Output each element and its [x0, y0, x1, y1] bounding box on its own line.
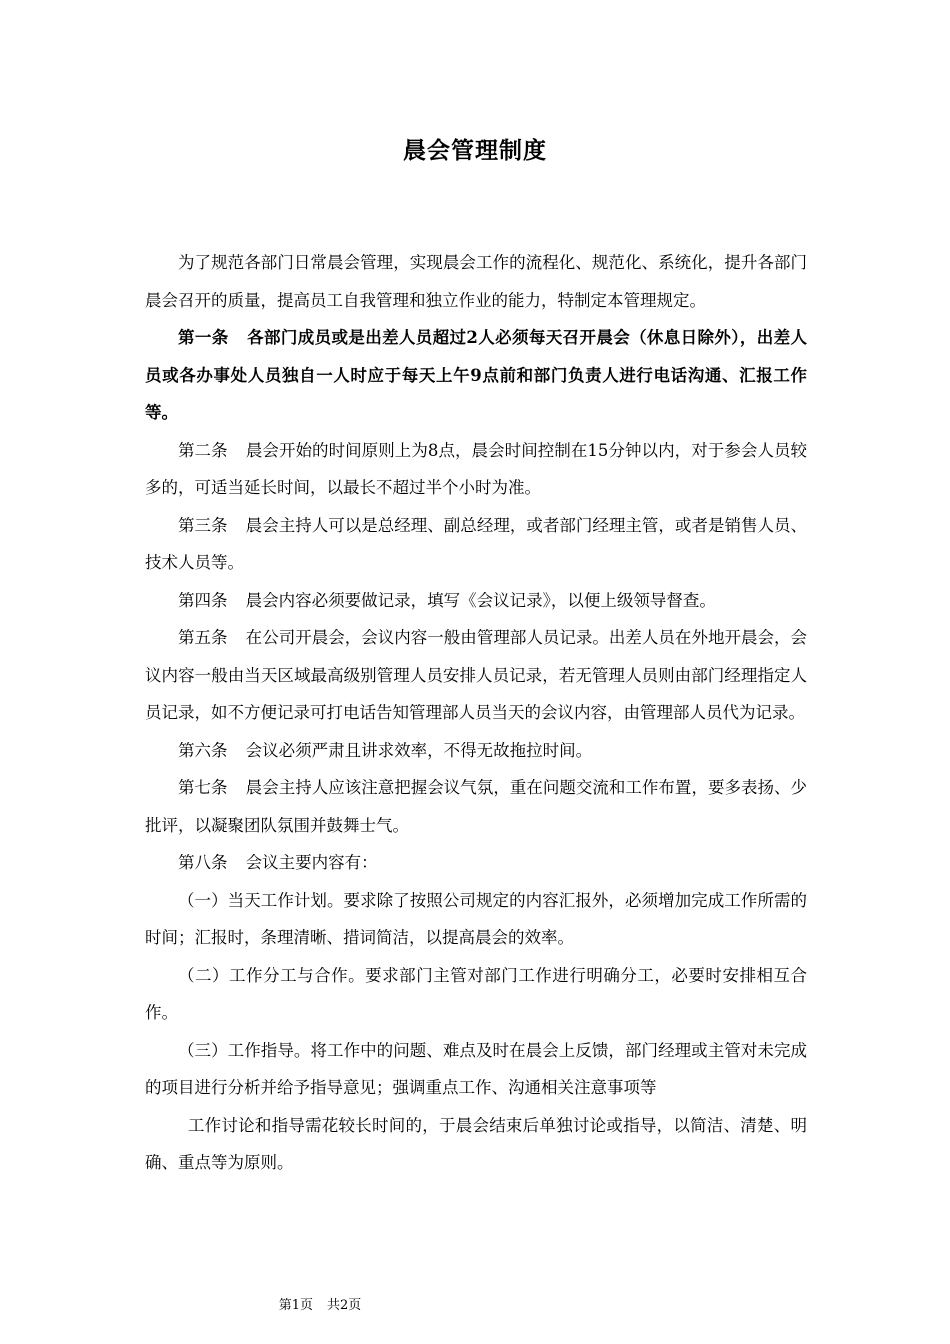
page-footer: [0, 1294, 640, 1313]
article-text: 会议必须严肃且讲求效率，不得无故拖拉时间。: [245, 740, 593, 760]
list-item-1: （一）当天工作计划。要求除了按照公司规定的内容汇报外，必须增加完成工作所需的时间；汇报时，条理清晰、措词简洁，以提高晨会的效率。: [145, 890, 807, 947]
article-label: 第五条: [178, 628, 228, 647]
article-text: 会议主要内容有：: [245, 853, 378, 872]
article-text: 晨会内容必须要做记录，填写《会议记录》，以便上级领导督查。: [245, 590, 716, 610]
list-item-3: （三）工作指导。将工作中的问题、难点及时在晨会上反馈，部门经理或主管对未完成的项目进行分析并给予指导意见；强调重点工作、沟通相关注意事项等: [145, 1040, 807, 1097]
article-2: [145, 432, 807, 507]
article-7: [145, 769, 807, 844]
article-label: 第八条: [178, 853, 228, 872]
intro-paragraph: 为了规范各部门日常晨会管理，实现晨会工作的流程化、规范化、系统化，提升各部门晨会召开的质量，提高员工自我管理和独立作业的能力，特制定本管理规定。: [145, 253, 807, 310]
article-text: 各部门成员或是出差人员超过2人必须每天召开晨会（休息日除外），出差人员或各办事处人员独自一人时应于每天上午9点前和部门负责人进行电话沟通、汇报工作等。: [145, 328, 808, 422]
document-title: 晨会管理制度: [403, 137, 547, 164]
article-label: 第一条: [178, 328, 229, 347]
article-8: [145, 844, 807, 882]
page-number: 第1页: [278, 1298, 313, 1313]
closing-paragraph: 工作讨论和指导需花较长时间的，于晨会结束后单独讨论或指导，以简洁、清楚、明确、重点等为原则。: [145, 1115, 807, 1172]
list-item-2: （二）工作分工与合作。要求部门主管对部门工作进行明确分工，必要时安排相互合作。: [145, 965, 807, 1022]
article-label: 第二条: [178, 440, 228, 460]
article-4: [145, 582, 807, 620]
page-total: 共2页: [327, 1298, 362, 1313]
article-label: 第七条: [178, 778, 228, 797]
article-label: 第四条: [178, 590, 228, 610]
article-6: [145, 732, 807, 770]
article-text: 晨会开始的时间原则上为8点，晨会时间控制在15分钟以内，对于参会人员较多的，可适当延长时间，以最长不超过半个小时为准。: [145, 440, 807, 497]
article-text: 晨会主持人应该注意把握会议气氛，重在问题交流和工作布置，要多表扬、少批评，以凝聚团队氛围并鼓舞士气。: [145, 778, 808, 835]
article-3: [145, 507, 807, 582]
article-1: [145, 319, 807, 432]
document-body: [145, 244, 807, 1182]
article-5: [145, 619, 807, 732]
article-label: 第六条: [178, 740, 228, 760]
article-label: 第三条: [178, 515, 228, 535]
article-text: 晨会主持人可以是总经理、副总经理，或者部门经理主管，或者是销售人员、技术人员等。: [145, 515, 808, 572]
article-text: 在公司开晨会，会议内容一般由管理部人员记录。出差人员在外地开晨会，会议内容一般由当天区域最高级别管理人员安排人员记录，若无管理人员则由部门经理指定人员记录，如不方便记录可打电话告知管理部人员当天的会议内容，由管理部人员代为记录。: [145, 628, 808, 722]
